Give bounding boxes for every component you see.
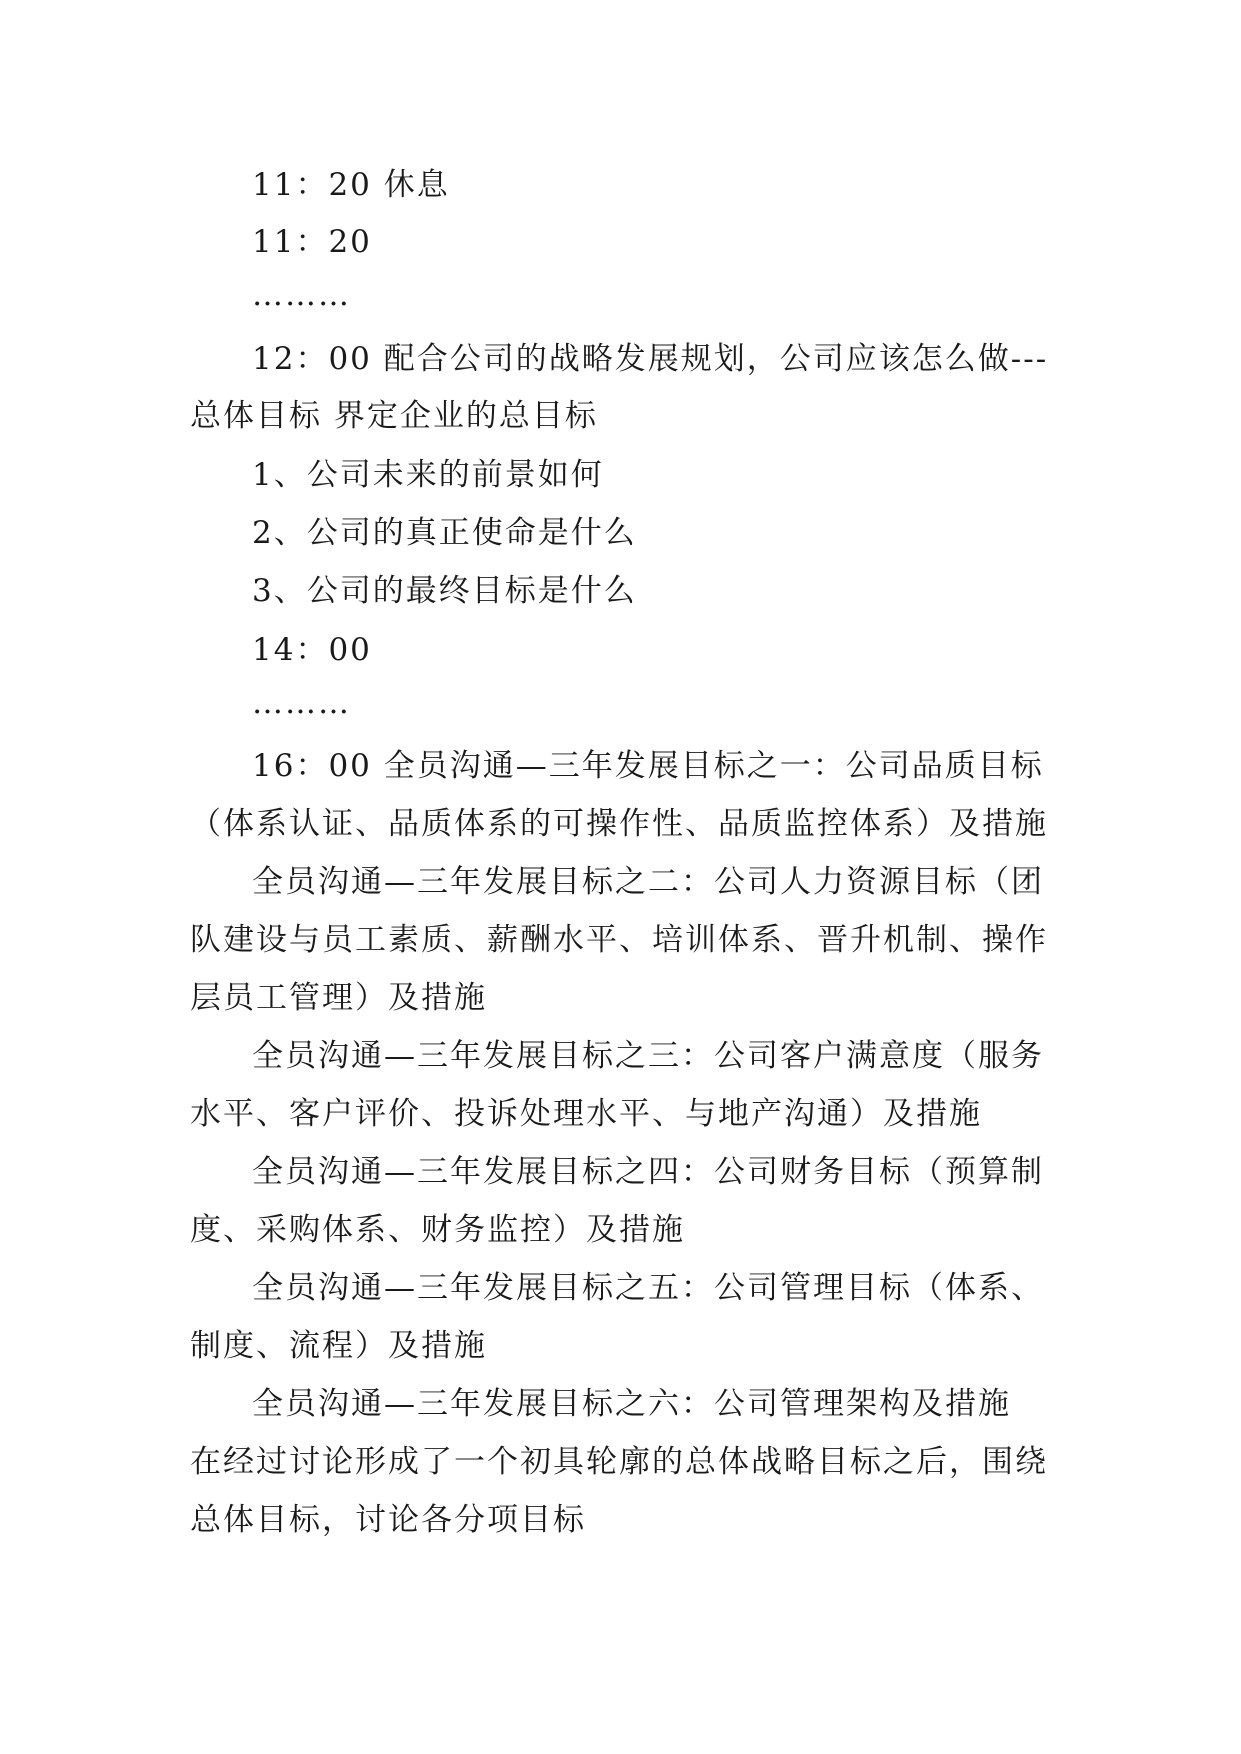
schedule-line-1600: 16：00 全员沟通—三年发展目标之一：公司品质目标 <box>252 748 1044 784</box>
paragraph-line: 制度、流程）及措施 <box>190 1328 487 1364</box>
paragraph-line: 全员沟通—三年发展目标之三：公司客户满意度（服务 <box>252 1038 1044 1074</box>
paragraph-line: 全员沟通—三年发展目标之四：公司财务目标（预算制 <box>252 1154 1044 1190</box>
schedule-line-1200: 12：00 配合公司的战略发展规划，公司应该怎么做--- <box>252 341 1049 377</box>
list-item: 1、公司未来的前景如何 <box>252 457 604 493</box>
paragraph-line: 在经过讨论形成了一个初具轮廓的总体战略目标之后，围绕 <box>190 1444 1048 1480</box>
ellipsis-line: ……… <box>252 277 351 313</box>
paragraph-line: 水平、客户评价、投诉处理水平、与地产沟通）及措施 <box>190 1096 982 1132</box>
paragraph-line: 全员沟通—三年发展目标之二：公司人力资源目标（团 <box>252 864 1044 900</box>
ellipsis-line: ……… <box>252 685 351 721</box>
paragraph-line: 总体目标 界定企业的总目标 <box>190 398 598 434</box>
schedule-line-1120-break: 11：20 休息 <box>252 167 450 203</box>
schedule-line-1400: 14：00 <box>252 632 372 668</box>
paragraph-line: 全员沟通—三年发展目标之五：公司管理目标（体系、 <box>252 1270 1044 1306</box>
paragraph-line: 队建设与员工素质、薪酬水平、培训体系、晋升机制、操作 <box>190 922 1048 958</box>
schedule-line-1120: 11：20 <box>252 224 372 260</box>
list-item: 2、公司的真正使命是什么 <box>252 515 637 551</box>
paragraph-line: 度、采购体系、财务监控）及措施 <box>190 1212 685 1248</box>
list-item: 3、公司的最终目标是什么 <box>252 573 637 609</box>
paragraph-line: 全员沟通—三年发展目标之六：公司管理架构及措施 <box>252 1386 1011 1422</box>
paragraph-line: 总体目标，讨论各分项目标 <box>190 1502 586 1538</box>
paragraph-line: （体系认证、品质体系的可操作性、品质监控体系）及措施 <box>190 806 1048 842</box>
paragraph-line: 层员工管理）及措施 <box>190 980 487 1016</box>
